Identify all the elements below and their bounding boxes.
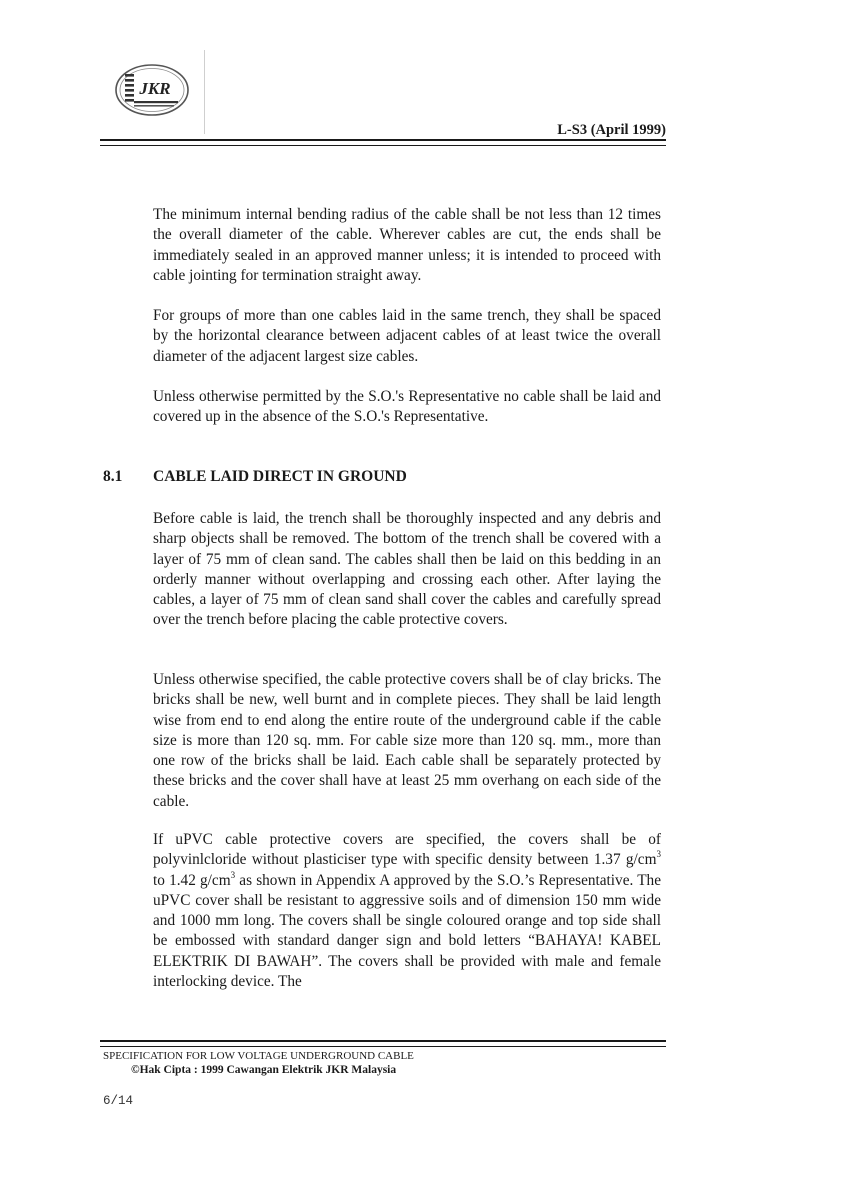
paragraph-trench-preparation: Before cable is laid, the trench shall be thoroughly inspected and any debris and sharp objects shall be removed. The bottom of the trench shall be covered with a layer of 75 mm of clean sand. The cables shall then be laid on this bedding in an orderly manner without overlapping and crossing each other. After laying the cables, a layer of 75 mm of clean sand shall cover the cables and carefully spread over the trench before placing the cable protective covers. [153,510,661,629]
document-code: L-S3 (April 1999) [557,122,666,138]
paragraph-upvc-covers [153,830,661,992]
jkr-logo-icon [112,60,196,120]
upvc-text-part2: to 1.42 g/cm [153,871,231,889]
jkr-logo [112,60,196,120]
paragraph-bending-radius: The minimum internal bending radius of the cable shall be not less than 12 times the overall diameter of the cable. Wherever cables are cut, the ends shall be immediately sealed in an approved manner unless; it is intended to proceed with cable jointing for termination straight away. [153,206,661,284]
paragraph-cable-spacing: For groups of more than one cables laid in the same trench, they shall be spaced by the horizontal clearance between adjacent cables of at least twice the overall diameter of the adjacent largest size cables. [153,307,661,365]
section-title: CABLE LAID DIRECT IN GROUND [153,468,407,485]
superscript: 3 [230,869,236,880]
jkr-logo-text: JKR [139,79,171,98]
section-number: 8.1 [103,468,123,485]
footer-rule [100,1040,666,1042]
paragraph-clay-bricks: Unless otherwise specified, the cable protective covers shall be of clay bricks. The bricks shall be new, well burnt and in complete pieces. They shall be laid length wise from end to end along the entire route of the underground cable if the cable size is more than 120 sq. mm. For cable size more than 120 sq. mm., more than one row of the bricks shall be laid. Each cable shall be separately protected by these bricks and the cover shall have at least 25 mm overhang on each side of the cable. [153,671,661,810]
paragraph-so-permission: Unless otherwise permitted by the S.O.'s Representative no cable shall be laid and covered up in the absence of the S.O.'s Representative. [153,388,661,426]
page-number: 6/14 [103,1094,134,1108]
upvc-text-part1: If uPVC cable protective covers are specified, the covers shall be of polyvinlcloride without plasticiser type with specific density between 1.37 g/cm [153,831,661,869]
upvc-text-part3: as shown in Appendix A approved by the S.O.’s Representative. The uPVC cover shall be resistant to aggressive soils and of dimension 150 mm wide and 1000 mm long. The covers shall be single coloured orange and top side shall be embossed with standard danger sign and bold letters “BAHAYA! KABEL ELEKTRIK DI BAWAH”. The covers shall be provided with male and female interlocking device. The [153,871,661,991]
header-rule [100,139,666,141]
footer-copyright: ©Hak Cipta : 1999 Cawangan Elektrik JKR Malaysia [131,1064,397,1076]
footer-title: SPECIFICATION FOR LOW VOLTAGE UNDERGROUND CABLE [103,1050,414,1062]
header-divider [204,50,205,134]
superscript: 3 [656,849,661,860]
header-rule-thin [100,145,666,146]
footer-rule-thin [100,1046,666,1047]
